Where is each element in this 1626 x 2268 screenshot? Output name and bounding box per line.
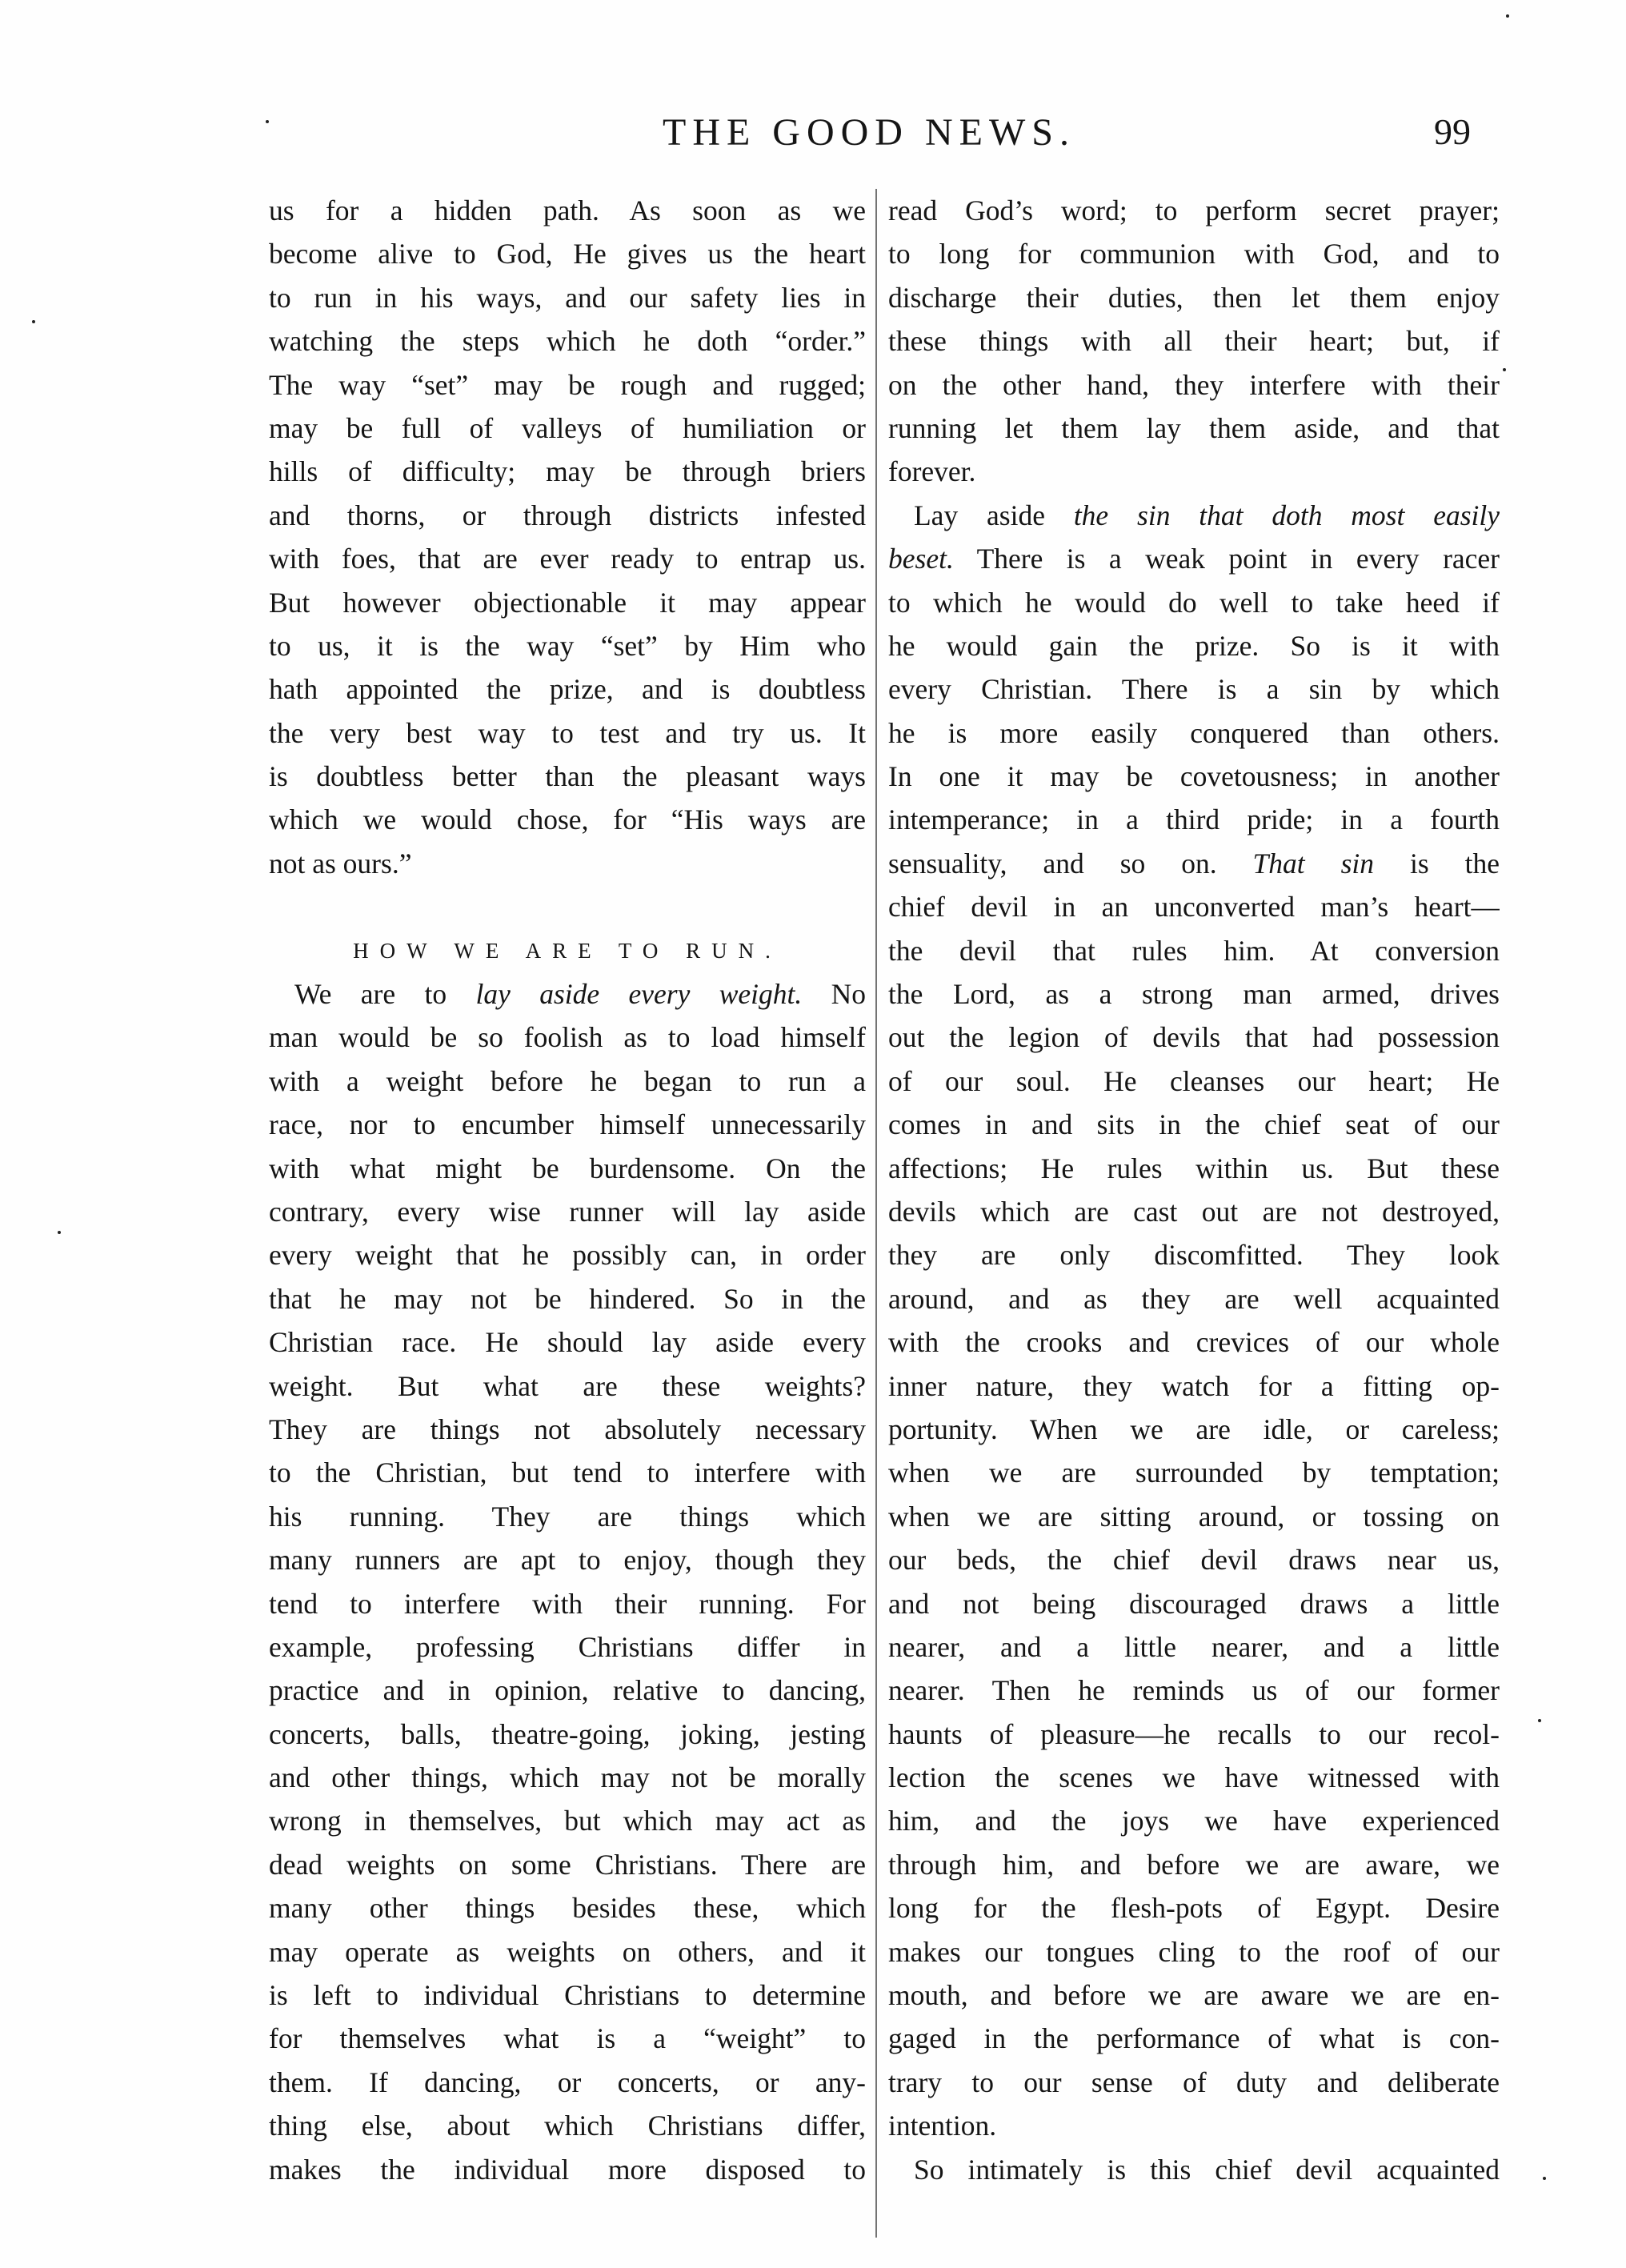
text-line: example, professing Christians differ in (269, 1630, 866, 1663)
text-line: them. If dancing, or concerts, or any- (269, 2066, 866, 2098)
text-line (888, 494, 1500, 537)
text-line: become alive to God, He gives us the heart (269, 238, 866, 270)
text-line: affections; He rules within us. But these (888, 1152, 1500, 1184)
text-line: which we would chose, for “His ways are (269, 803, 866, 836)
italic-phrase: the sin that doth most easily (1073, 499, 1500, 531)
text-line: with what might be burdensome. On the (269, 1152, 866, 1184)
print-speck (266, 120, 269, 123)
text-line: running let them lay them aside, and that (888, 411, 1500, 444)
text-line: for themselves what is a “weight” to (269, 2022, 866, 2055)
text-line: thing else, about which Christians differ, (269, 2110, 866, 2142)
text-line: is left to individual Christians to determine (269, 1979, 866, 2012)
text-line: they are only discomfitted. They look (888, 1239, 1500, 1272)
masthead-title: THE GOOD NEWS. (663, 111, 1075, 154)
text-line: and other things, which may not be morally (269, 1761, 866, 1794)
text-line: watching the steps which he doth “order.” (269, 325, 866, 358)
print-speck (32, 320, 35, 323)
text-line: practice and in opinion, relative to dancing, (269, 1674, 866, 1707)
text-line: of our soul. He cleanses our heart; He (888, 1064, 1500, 1097)
print-speck (1503, 368, 1506, 371)
text-line: concerts, balls, theatre-going, joking, jesting (269, 1717, 866, 1750)
print-speck (1538, 1719, 1541, 1722)
text-line: hills of difficulty; may be through briers (269, 455, 866, 488)
text-line: discharge their duties, then let them enjoy (888, 281, 1500, 314)
text-line (888, 842, 1500, 885)
text-line: the Lord, as a strong man armed, drives (888, 978, 1500, 1011)
text-line: the very best way to test and try us. It (269, 716, 866, 749)
text-line: when we are surrounded by temptation; (888, 1457, 1500, 1489)
text-run: There is a weak point in every racer (953, 543, 1500, 575)
text-line: nearer. Then he reminds us of our former (888, 1674, 1500, 1707)
text-line: may be full of valleys of humiliation or (269, 411, 866, 444)
text-run: Lay aside (914, 499, 1074, 531)
text-line: us for a hidden path. As soon as we (269, 194, 866, 226)
text-line: every Christian. There is a sin by which (888, 673, 1500, 706)
text-line: devils which are cast out are not destroyed, (888, 1195, 1500, 1228)
text-line: trary to our sense of duty and deliberate (888, 2066, 1500, 2098)
page-header (270, 110, 1471, 170)
text-line: he is more easily conquered than others. (888, 716, 1500, 749)
print-speck (58, 1231, 61, 1234)
text-line: is doubtless better than the pleasant ways (269, 760, 866, 793)
text-line: the devil that rules him. At conversion (888, 934, 1500, 967)
text-line: tend to interfere with their running. For (269, 1587, 866, 1620)
text-line: his running. They are things which (269, 1500, 866, 1533)
text-run: No (802, 978, 866, 1011)
italic-phrase: That sin (1252, 847, 1375, 880)
text-line: many runners are apt to enjoy, though they (269, 1544, 866, 1577)
print-speck (1506, 14, 1509, 18)
text-line: long for the flesh-pots of Egypt. Desire (888, 1892, 1500, 1925)
text-line: weight. But what are these weights? (269, 1369, 866, 1402)
text-line: mouth, and before we are aware we are en- (888, 1979, 1500, 2012)
text-line: to us, it is the way “set” by Him who (269, 629, 866, 662)
text-line: makes our tongues cling to the roof of our (888, 1935, 1500, 1968)
text-line: with foes, that are ever ready to entrap us. (269, 543, 866, 575)
text-line: to which he would do well to take heed if (888, 586, 1500, 619)
text-line: may operate as weights on others, and it (269, 1935, 866, 1968)
text-line: many other things besides these, which (269, 1892, 866, 1925)
text-line: intention. (888, 2110, 997, 2142)
text-line: he would gain the prize. So is it with (888, 629, 1500, 662)
text-line: to long for communion with God, and to (888, 238, 1500, 270)
text-line: chief devil in an unconverted man’s heart— (888, 891, 1500, 924)
text-line (888, 537, 1500, 580)
text-line: makes the individual more disposed to (269, 2153, 866, 2186)
text-line: The way “set” may be rough and rugged; (269, 368, 866, 401)
text-line: to run in his ways, and our safety lies in (269, 281, 866, 314)
text-line: hath appointed the prize, and is doubtless (269, 673, 866, 706)
text-line: on the other hand, they interfere with their (888, 368, 1500, 401)
text-line: and not being discouraged draws a little (888, 1587, 1500, 1620)
text-line: him, and the joys we have experienced (888, 1805, 1500, 1837)
text-line: nearer, and a little nearer, and a little (888, 1630, 1500, 1663)
text-line: forever. (888, 455, 976, 488)
text-line: and thorns, or through districts infested (269, 499, 866, 531)
text-line: that he may not be hindered. So in the (269, 1282, 866, 1315)
text-line: our beds, the chief devil draws near us, (888, 1544, 1500, 1577)
text-run: We are to (294, 978, 476, 1011)
text-line: lection the scenes we have witnessed with (888, 1761, 1500, 1794)
text-line: In one it may be covetousness; in another (888, 760, 1500, 793)
text-line: dead weights on some Christians. There are (269, 1848, 866, 1881)
text-line: through him, and before we are aware, we (888, 1848, 1500, 1881)
spacer (269, 885, 866, 928)
text-line: every weight that he possibly can, in order (269, 1239, 866, 1272)
text-line: intemperance; in a third pride; in a fourth (888, 803, 1500, 836)
text-line: to the Christian, but tend to interfere with (269, 1457, 866, 1489)
text-line: portunity. When we are idle, or careless; (888, 1412, 1500, 1445)
page-number: 99 (1434, 111, 1471, 152)
text-line: contrary, every wise runner will lay aside (269, 1195, 866, 1228)
text-line: out the legion of devils that had possession (888, 1021, 1500, 1054)
text-line: race, nor to encumber himself unnecessarily (269, 1108, 866, 1141)
text-line: haunts of pleasure—he recalls to our recol- (888, 1717, 1500, 1750)
text-line: with a weight before he began to run a (269, 1064, 866, 1097)
text-line: Christian race. He should lay aside every (269, 1326, 866, 1359)
text-line: these things with all their heart; but, if (888, 325, 1500, 358)
text-line: They are things not absolutely necessary (269, 1412, 866, 1445)
left-column (269, 189, 866, 2191)
text-run: is the (1374, 847, 1500, 880)
text-line: man would be so foolish as to load himself (269, 1021, 866, 1054)
text-line: when we are sitting around, or tossing on (888, 1500, 1500, 1533)
italic-phrase: lay aside every weight. (475, 978, 803, 1011)
text-line: comes in and sits in the chief seat of our (888, 1108, 1500, 1141)
print-speck (1543, 2177, 1546, 2180)
section-heading: HOW WE ARE TO RUN. (353, 938, 782, 963)
text-line (269, 972, 866, 1016)
text-line: wrong in themselves, but which may act as (269, 1805, 866, 1837)
text-line: inner nature, they watch for a fitting op- (888, 1369, 1500, 1402)
right-column (888, 189, 1500, 2191)
text-line: read God’s word; to perform secret prayer; (888, 194, 1500, 226)
text-line: with the crooks and crevices of our whole (888, 1326, 1500, 1359)
text-line: around, and as they are well acquainted (888, 1282, 1500, 1315)
text-line: not as ours.” (269, 847, 412, 880)
text-run: sensuality, and so on. (888, 847, 1253, 880)
column-divider (875, 189, 877, 2238)
text-line: But however objectionable it may appear (269, 586, 866, 619)
text-line: So intimately is this chief devil acquainted (914, 2153, 1500, 2186)
text-line: gaged in the performance of what is con- (888, 2022, 1500, 2055)
italic-phrase: beset. (888, 543, 954, 575)
